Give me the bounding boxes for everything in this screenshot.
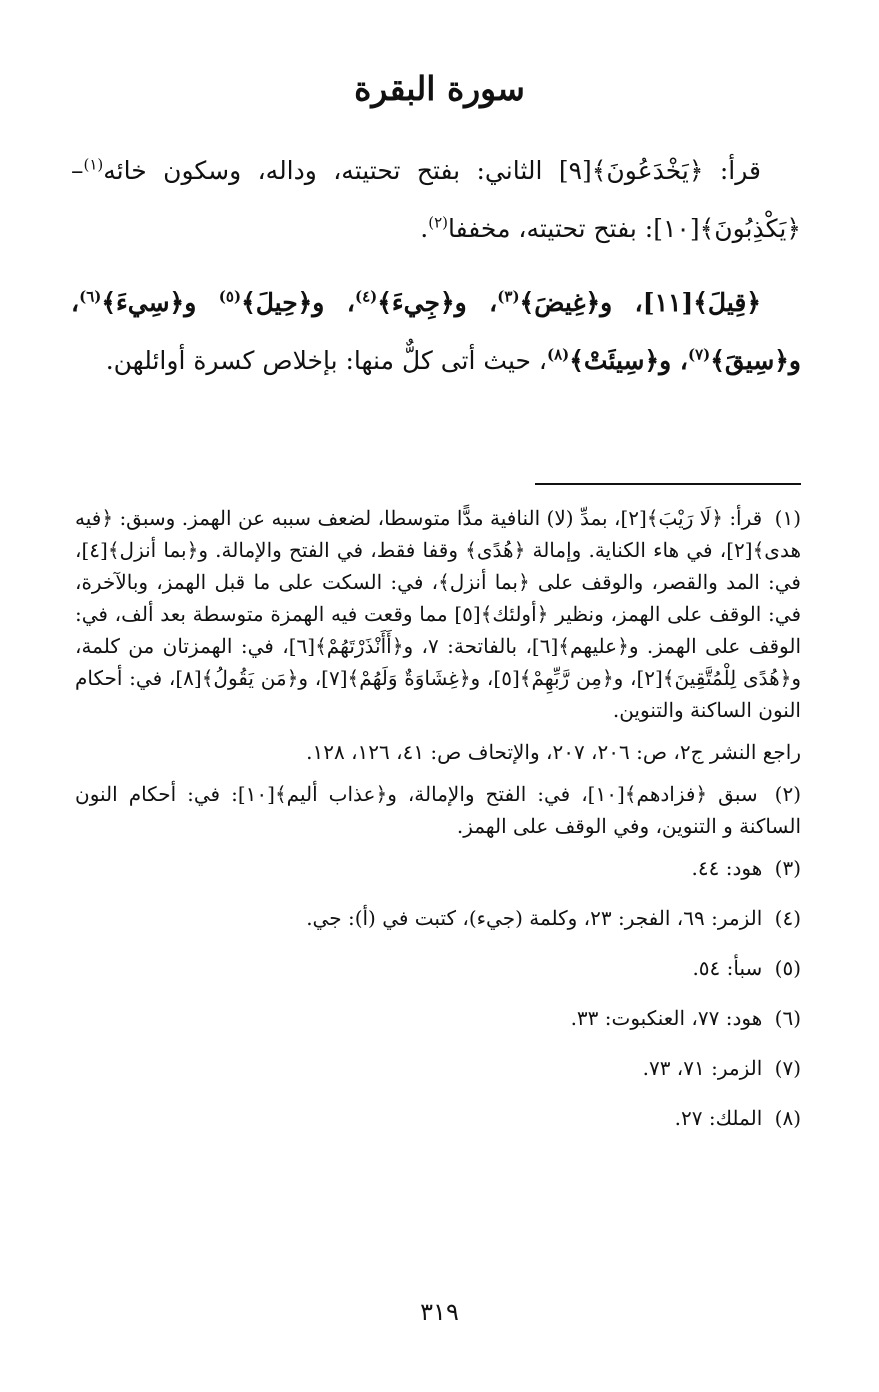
- footnote-text: الزمر: ٦٩، الفجر: ٢٣، وكلمة (جيء)، كتبت في (أ): جي.: [306, 906, 763, 930]
- footnote-ref-7[interactable]: (٧): [688, 345, 711, 364]
- footnote-text: سبق ﴿فزادهم﴾[١٠]، في: الفتح والإمالة، و﴿عذاب أليم﴾[١٠]: في: أحكام النون الساكنة و التنوين، وفي الوقف على الهمز.: [75, 782, 801, 838]
- footnote-divider: [535, 483, 801, 485]
- word-qil: ﴿قِيلَ﴾[١١]، و﴿غِيضَ﴾: [519, 288, 761, 317]
- footnote-text: الملك: ٢٧.: [674, 1106, 763, 1130]
- word-hil: ، و﴿حِيلَ﴾: [241, 288, 355, 317]
- footnote-3: [75, 852, 801, 884]
- footnote-number: (٨): [774, 1106, 801, 1130]
- footnote-text: سبأ: ٥٤.: [692, 956, 763, 980]
- footnote-5: [75, 952, 801, 984]
- footnote-number: (٢): [774, 782, 801, 806]
- footnote-number: (١): [774, 506, 801, 530]
- footnote-text: هود: ٤٤.: [691, 856, 763, 880]
- footnote-7: [75, 1052, 801, 1084]
- footnote-number: (٦): [774, 1006, 801, 1030]
- footnote-reference-text: راجع النشر ج٢، ص: ٢٠٦، ٢٠٧، والإتحاف ص: ٤١، ١٢٦، ١٢٨.: [306, 740, 801, 764]
- footnote-ref-5[interactable]: (٥): [218, 287, 242, 306]
- footnote-ref-1[interactable]: (١): [83, 155, 104, 174]
- footnote-number: (٥): [774, 956, 801, 980]
- paragraph-1: [71, 142, 801, 258]
- footnote-text: قرأ: ﴿لَا رَيْبَ﴾[٢]، بمدِّ (لا) النافية مدًّا متوسطا، لضعف سببه عن الهمز. وسبق: ﴿فيه هدى﴾[٢]، في هاء الكناية. وإمالة ﴿هُدًى﴾ وقفا فقط، في الفتح والإمالة. و﴿بما أنزل﴾[٤]، في: المد والقصر، والوقف على ﴿بما أنزل﴾، في: السكت على ما قبل الهمز، وبالآخرة، في: الوقف على الهمز، ونظير ﴿أولئك﴾[٥] مما وقعت فيه الهمزة متوسطة بعد ألف، في: الوقف على الهمز. و﴿عليهم﴾[٦]، بالفاتحة: ٧، و﴿أَأَنْذَرْتَهُمْ﴾[٦]، في: الهمزتان من كلمة، و﴿هُدًى لِلْمُتَّقِينَ﴾[٢]، و﴿مِن رَّبِّهِمْ﴾[٥]، و﴿غِشَاوَةٌ وَلَهُمْ﴾[٧]، و﴿مَن يَقُولُ﴾[٨]، في: أحكام النون الساكنة والتنوين.: [75, 506, 802, 722]
- footnote-number: (٣): [774, 856, 801, 880]
- word-si: و﴿سِيءَ﴾: [101, 288, 219, 317]
- paragraph-2: [71, 274, 801, 390]
- footnote-2: [75, 778, 801, 842]
- footnote-text: الزمر: ٧١، ٧٣.: [642, 1056, 763, 1080]
- word-sit: ، و﴿سِيئَتْ﴾: [569, 346, 688, 375]
- footnote-number: (٤): [774, 906, 801, 930]
- footnotes: [75, 502, 801, 1152]
- footnote-number: (٧): [774, 1056, 801, 1080]
- paragraph-1-line-1: قرأ: ﴿يَخْدَعُونَ﴾[٩] الثاني: بفتح تحتيته، وداله، وسكون خائه: [103, 156, 761, 185]
- period: .: [420, 214, 429, 243]
- footnote-1: [75, 502, 801, 726]
- word-siq: ، و﴿سِيقَ﴾: [71, 288, 801, 375]
- footnote-text: هود: ٧٧، العنكبوت: ٣٣.: [570, 1006, 763, 1030]
- footnote-ref-3[interactable]: (٣): [497, 287, 520, 306]
- page-number: ٣١٩: [420, 1298, 459, 1326]
- footnote-ref-2[interactable]: (٢): [428, 213, 449, 232]
- footnote-4: [75, 902, 801, 934]
- paragraph-1-line-2: ﴿يَكْذِبُونَ﴾[١٠]: بفتح تحتيته، مخففا: [448, 214, 801, 243]
- main-text: [71, 142, 801, 406]
- page-title: سورة البقرة: [354, 69, 525, 108]
- word-ji: ، و﴿جِيءَ﴾: [377, 288, 498, 317]
- footnote-ref-6[interactable]: (٦): [79, 287, 102, 306]
- footnote-6: [75, 1002, 801, 1034]
- footnote-8: [75, 1102, 801, 1134]
- footnote-ref-8[interactable]: (٨): [546, 345, 570, 364]
- paragraph-2-end: ، حيث أتى كلٌّ منها: بإخلاص كسرة أوائلهن.: [105, 346, 547, 375]
- footnote-ref-4[interactable]: (٤): [354, 287, 378, 306]
- dash: –: [71, 156, 84, 185]
- footnote-reference: [75, 736, 801, 768]
